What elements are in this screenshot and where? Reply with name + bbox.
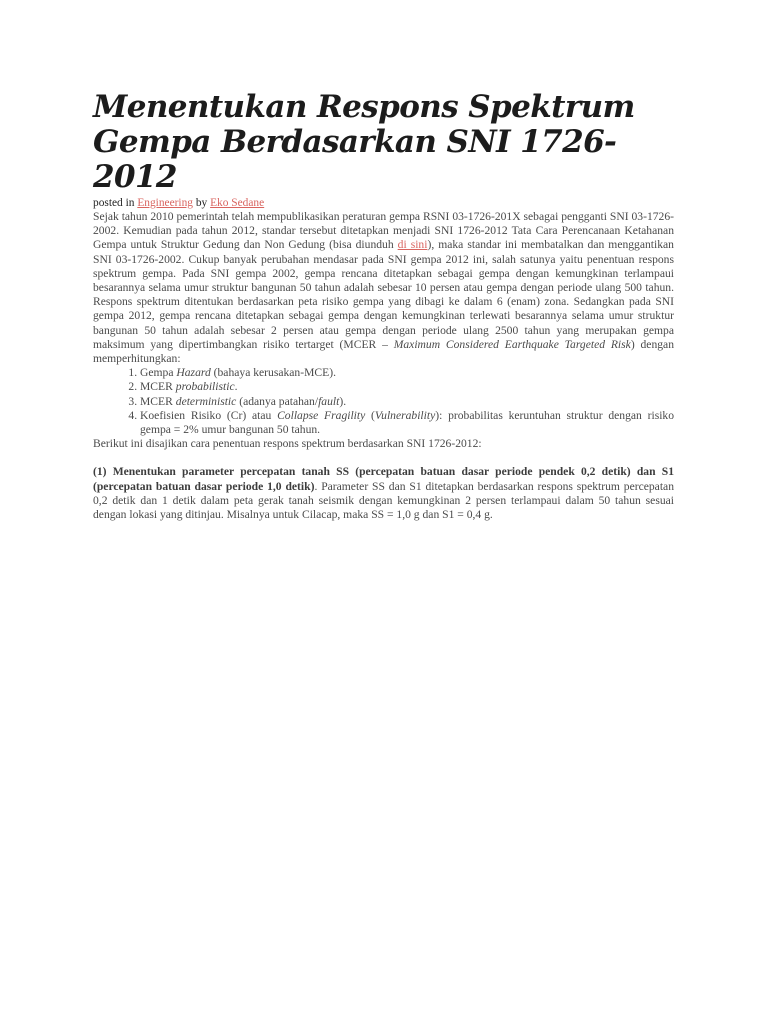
intro-text-1: Sejak tahun 2010 pemerintah telah mempublikasikan peraturan gempa RSNI 03-1726-201X sebagai pengganti SNI 03-1726-2002. Kemudian pada tahun 2012, standar tersebut ditetapkan menjadi SNI 1726-2012 Tata Cara Perencanaan Ketahanan Gempa untuk Struktur Gedung dan Non Gedung (bisa diunduh	[93, 210, 674, 252]
list-em: fault	[318, 394, 340, 408]
after-list-paragraph: Berikut ini disajikan cara penentuan respons spektrum berdasarkan SNI 1726-2012:	[93, 437, 482, 451]
list-em: probabilistic	[175, 380, 235, 394]
list-text: (adanya patahan/	[236, 394, 319, 408]
list-text: Gempa	[140, 366, 177, 380]
list-item	[140, 366, 674, 380]
by-label: by	[195, 197, 208, 209]
list-item	[140, 395, 674, 409]
posted-in-label: posted in	[93, 197, 135, 209]
list-em: deterministic	[175, 394, 237, 408]
step-1-heading: (1) Menentukan parameter percepatan tanah SS (percepatan batuan dasar periode pendek 0,2 detik) dan S1 (percepatan batuan dasar periode 1,0 detik)	[93, 465, 674, 493]
intro-paragraph	[93, 210, 674, 366]
article-title: Menentukan Respons Spektrum Gempa Berdasarkan SNI 1726-2012	[93, 89, 635, 195]
intro-text-2: ), maka standar ini membatalkan dan menggantikan SNI 03-1726-2002. Cukup banyak perubahan mendasar pada SNI gempa 2012 ini, salah satunya yaitu penentuan respons spektrum gempa. Pada SNI gempa 2002, gempa rencana ditetapkan sebagai gempa dengan kemungkinan terlampaui besarannya selama umur struktur bangunan 50 tahun adalah sebesar 10 persen atau gempa dengan periode ulang 500 tahun. Respons spektrum ditentukan berdasarkan peta risiko gempa yang dibagi ke dalam 6 (enam) zona. Sedangkan pada SNI gempa 2012, gempa rencana ditetapkan sebagai gempa dengan kemungkinan terlewati besarannya selama umur struktur bangunan 50 tahun adalah sebesar 2 persen atau gempa dengan periode ulang 2500 tahun yang merupakan gempa maksimum yang dipertimbangkan risiko tertarget (MCER –	[93, 238, 674, 351]
factor-list	[93, 366, 674, 437]
list-item	[140, 380, 674, 394]
mcer-term: Maximum Considered Earthquake Targeted Risk	[393, 337, 631, 351]
byline	[93, 197, 674, 210]
article-body	[93, 210, 674, 522]
list-text: ).	[339, 394, 347, 408]
step-1-text: . Parameter SS dan S1 ditetapkan berdasarkan respons spektrum percepatan 0,2 detik dan 1 detik dalam peta gerak tanah seismik dengan kemungkinan 2 persen terlampaui dalam 50 tahun sesuai dengan lokasi yang ditinjau. Misalnya untuk Cilacap, maka SS = 1,0 g dan S1 = 0,4 g.	[93, 479, 674, 522]
step-1-paragraph	[93, 465, 674, 522]
list-text: Koefisien Risiko (Cr) atau	[140, 408, 278, 422]
article	[93, 90, 674, 522]
list-text: MCER	[140, 394, 176, 408]
intro-text-end: ) dengan memperhitungkan:	[93, 337, 674, 366]
list-text: (bahaya kerusakan-MCE).	[210, 366, 336, 380]
list-em: Hazard	[176, 366, 211, 380]
list-text: MCER	[140, 380, 176, 394]
list-em: Collapse Fragility	[277, 408, 366, 422]
list-item	[140, 409, 674, 437]
list-text: ): probabilitas keruntuhan struktur dengan risiko gempa = 2% umur bangunan 50 tahun.	[140, 408, 675, 437]
category-link[interactable]: Engineering	[137, 197, 193, 209]
download-link[interactable]: di sini	[397, 238, 428, 252]
list-text: (	[365, 408, 375, 422]
list-text: .	[234, 380, 238, 394]
list-em: Vulnerability	[374, 408, 436, 422]
spacer	[93, 451, 674, 465]
author-link[interactable]: Eko Sedane	[210, 197, 265, 209]
